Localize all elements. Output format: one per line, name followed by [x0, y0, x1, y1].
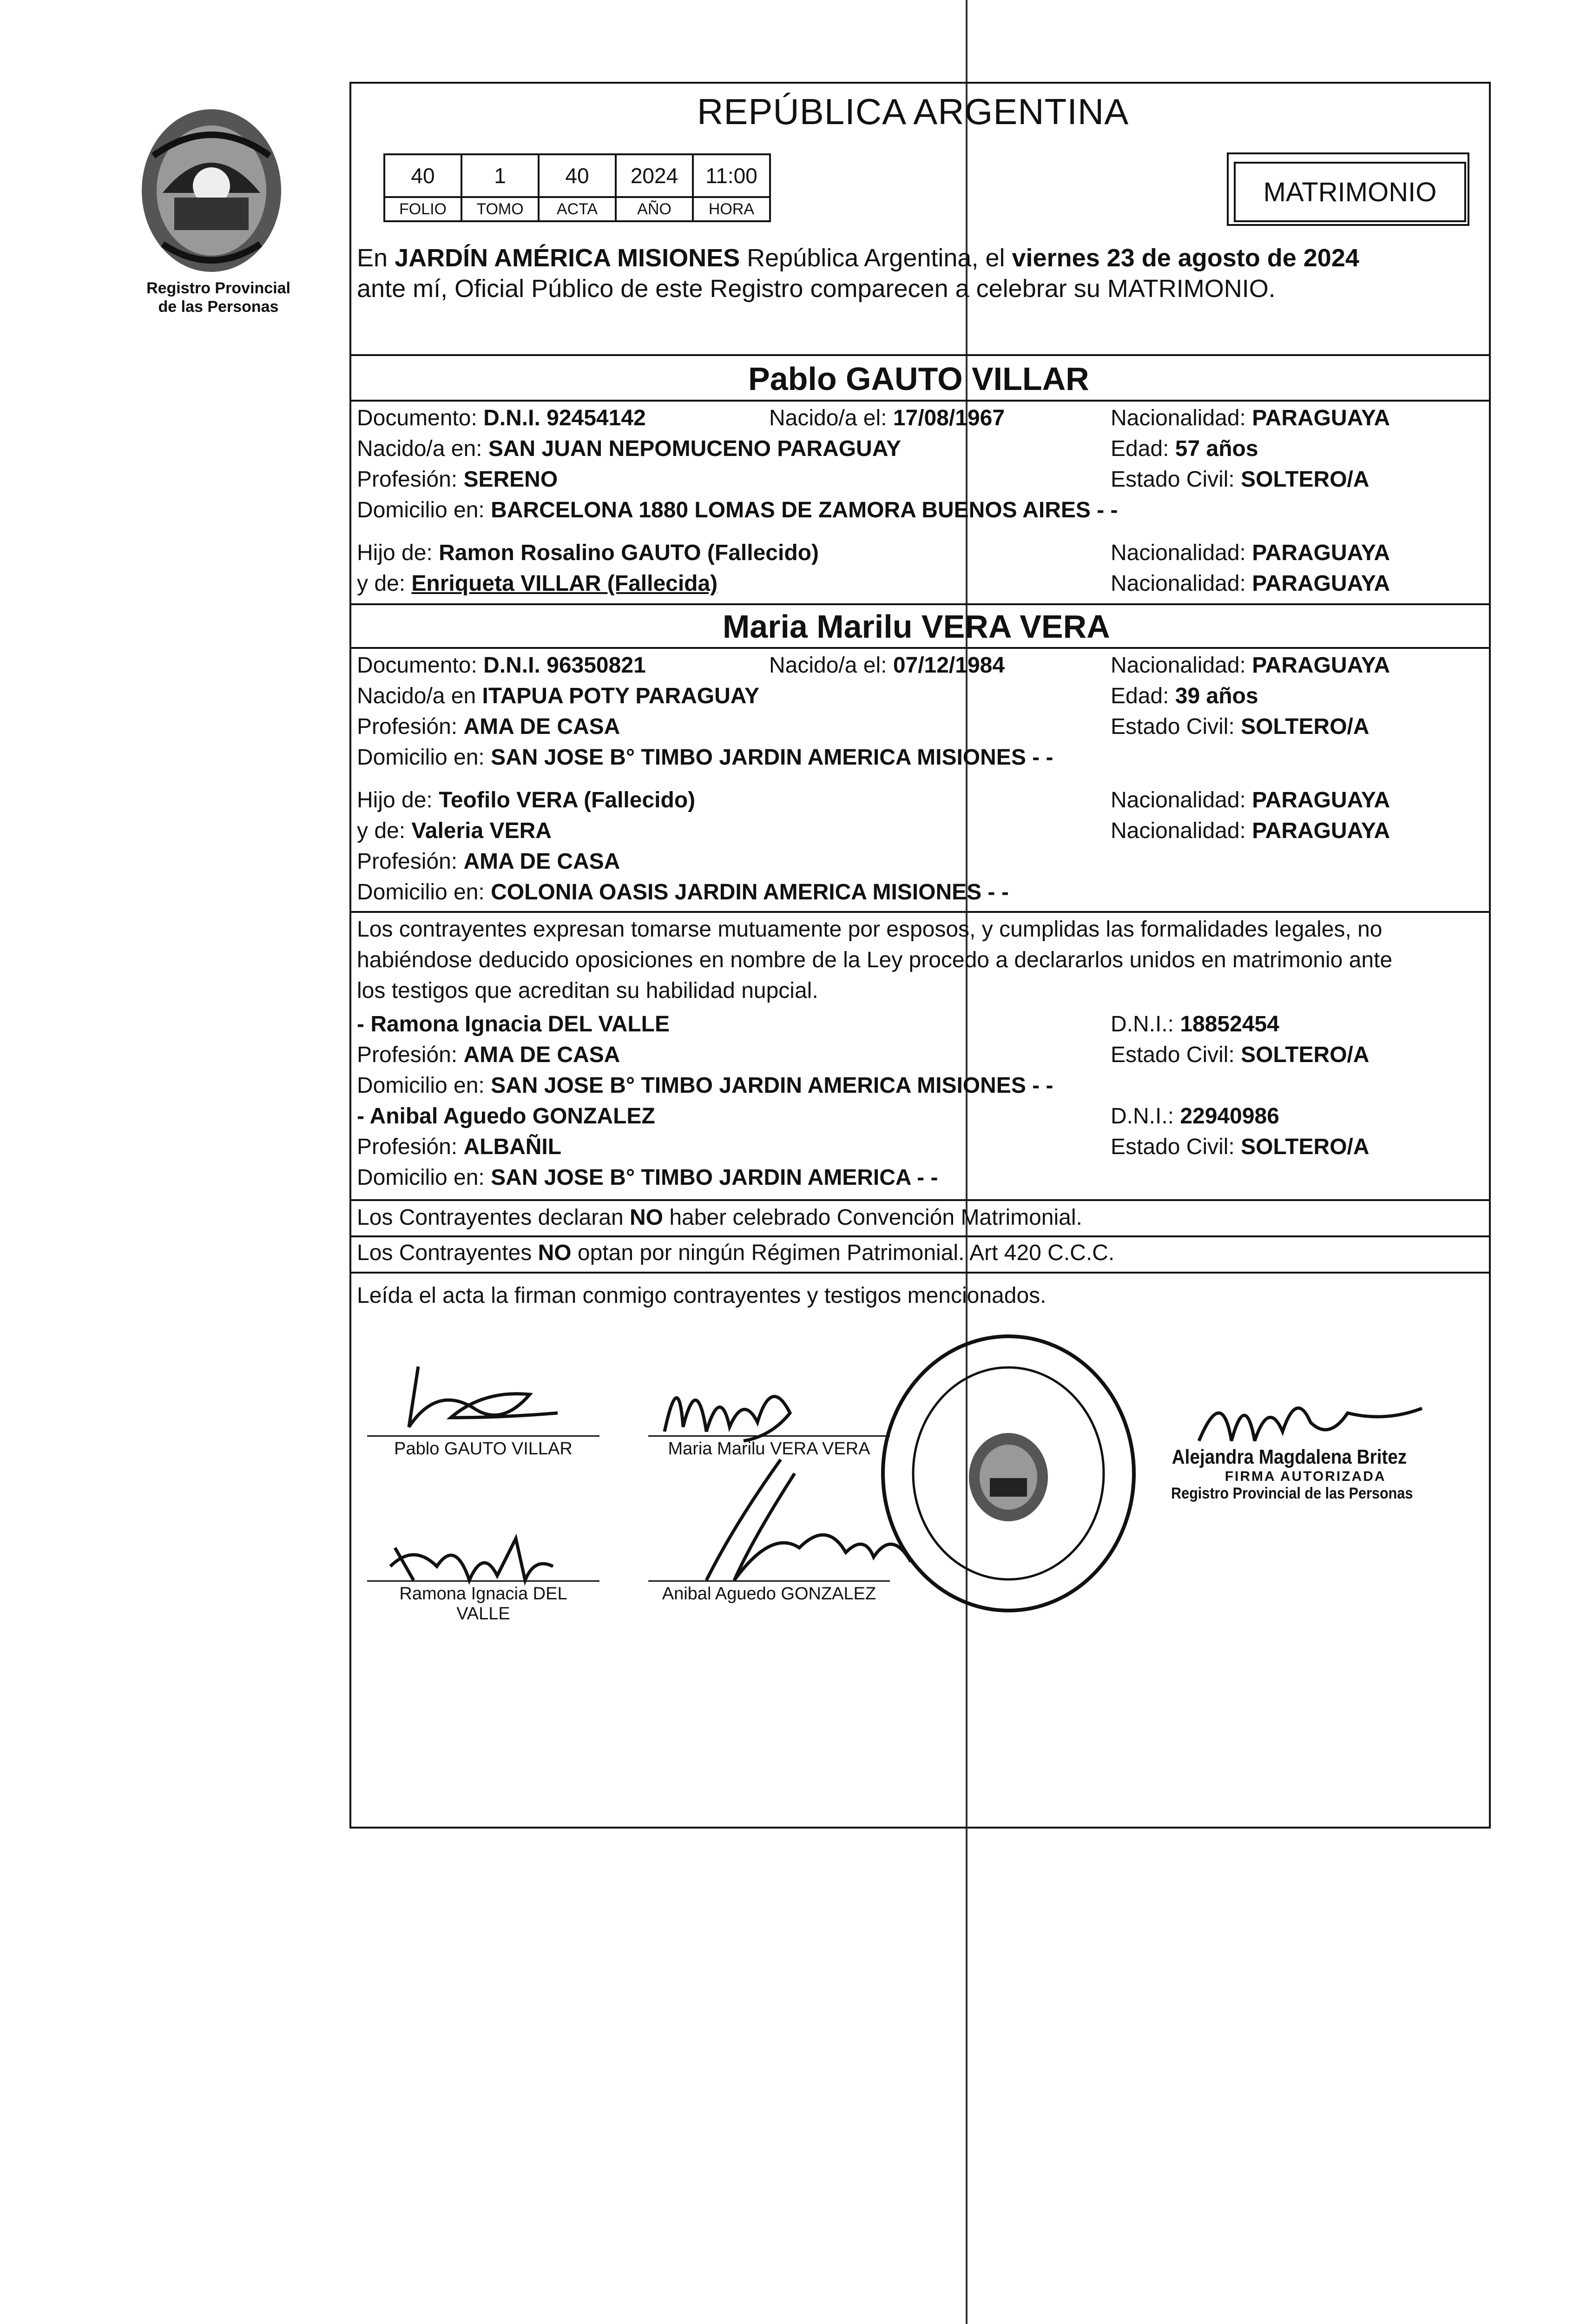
groom-dom-label: Domicilio en: [357, 498, 491, 522]
witness1-dom-label: Domicilio en: [357, 1073, 491, 1098]
divider [349, 647, 1491, 649]
bride-mother-domicile [357, 879, 1009, 905]
divider [349, 1272, 1491, 1274]
divider [349, 1199, 1491, 1201]
groom-doc-label: Documento: [357, 406, 484, 430]
bride-born-label: Nacido/a el: [769, 653, 893, 678]
witness1-name-value: - Ramona Ignacia DEL VALLE [357, 1012, 670, 1037]
officer-block [1171, 1446, 1440, 1503]
intro-place: JARDÍN AMÉRICA MISIONES [395, 244, 740, 272]
convention-no: NO [630, 1205, 664, 1230]
regime-no: NO [538, 1241, 572, 1265]
regime-pre: Los Contrayentes [357, 1241, 538, 1265]
groom-age-label: Edad: [1111, 436, 1175, 461]
witness2-signature-line [648, 1580, 890, 1582]
witness1-signature-name [367, 1584, 599, 1624]
bride-civil-label: Estado Civil: [1111, 714, 1241, 739]
witness2-dom-label: Domicilio en: [357, 1165, 491, 1190]
groom-father-nat: PARAGUAYA [1252, 541, 1390, 565]
groom-born-label: Nacido/a el: [769, 406, 893, 430]
witness2-signature-name: Anibal Aguedo GONZALEZ [662, 1584, 876, 1604]
officer-title: FIRMA AUTORIZADA [1224, 1469, 1386, 1484]
groom-mother [357, 571, 718, 596]
regime-statement [357, 1240, 1114, 1266]
logo-caption-line2: de las Personas [158, 298, 279, 316]
witness1-prof-label: Profesión: [357, 1043, 464, 1067]
witness2-civil-status [1111, 1134, 1369, 1160]
year-label: AÑO [616, 197, 693, 221]
intro-p3: ante mí, Oficial Público de este Registro comparecen a celebrar su MATRIMONIO. [357, 275, 1276, 303]
groom-born-date: 17/08/1967 [893, 406, 1005, 430]
convention-pre: Los Contrayentes declaran [357, 1205, 630, 1230]
groom-age [1111, 436, 1258, 462]
divider [349, 400, 1491, 402]
bride-father-nationality [1111, 787, 1390, 813]
year-value: 2024 [616, 154, 693, 197]
bride-mother-nat-label: Nacionalidad: [1111, 819, 1252, 843]
witness2-name-value: - Anibal Aguedo GONZALEZ [357, 1104, 655, 1129]
bride-birthplace [357, 683, 759, 709]
groom-nat-label: Nacionalidad: [1111, 406, 1252, 430]
groom-name: Pablo GAUTO VILLAR [748, 361, 1089, 397]
groom-father-name: Ramon Rosalino GAUTO (Fallecido) [439, 541, 819, 565]
witness2-prof: ALBAÑIL [463, 1135, 562, 1159]
bride-doc-label: Documento: [357, 653, 484, 678]
officer-office: Registro Provincial de las Personas [1171, 1485, 1413, 1502]
groom-mother-nationality [1111, 571, 1390, 596]
groom-father-nat-label: Nacionalidad: [1111, 541, 1252, 565]
bride-civil: SOLTERO/A [1241, 714, 1369, 739]
witness1-dni [1111, 1011, 1279, 1037]
divider [349, 603, 1491, 605]
divider [349, 911, 1491, 913]
groom-mother-nat: PARAGUAYA [1252, 571, 1390, 596]
bride-mother-nationality [1111, 818, 1390, 844]
witness2-civil-label: Estado Civil: [1111, 1135, 1241, 1159]
intro-date: viernes 23 de agosto de 2024 [1012, 244, 1359, 272]
bride-mother-prof: AMA DE CASA [463, 849, 620, 874]
witness1-prof: AMA DE CASA [463, 1043, 620, 1067]
groom-age-value: 57 años [1175, 436, 1258, 461]
witness2-name [357, 1103, 655, 1129]
witness2-prof-label: Profesión: [357, 1135, 464, 1159]
witness1-signature-name-line1: Ramona Ignacia DEL [399, 1584, 567, 1604]
bride-nationality [1111, 653, 1390, 678]
country-title: REPÚBLICA ARGENTINA [697, 91, 1129, 132]
folio-value: 40 [384, 154, 461, 197]
officer-name: Alejandra Magdalena Britez [1172, 1446, 1407, 1468]
bride-born-date: 07/12/1984 [893, 653, 1005, 678]
bride-doc: D.N.I. 96350821 [483, 653, 646, 678]
bride-nat: PARAGUAYA [1252, 653, 1390, 678]
groom-signature-name: Pablo GAUTO VILLAR [394, 1439, 573, 1459]
witness1-name [357, 1011, 670, 1037]
bride-father-nat: PARAGUAYA [1252, 788, 1390, 812]
intro-p2: República Argentina, el [740, 244, 1012, 272]
bride-mother [357, 818, 552, 844]
bride-mother-name: Valeria VERA [411, 819, 552, 843]
bride-document [357, 653, 646, 678]
groom-father [357, 540, 819, 566]
groom-birthplace [357, 436, 901, 462]
witness2-dni [1111, 1103, 1279, 1129]
official-seal [874, 1329, 1143, 1618]
witness2-dni-value: 22940986 [1180, 1104, 1279, 1129]
bride-civil-status [1111, 714, 1369, 739]
bride-name: Maria Marilu VERA VERA [723, 608, 1110, 645]
witness1-dom: SAN JOSE B° TIMBO JARDIN AMERICA MISIONES - - [491, 1073, 1053, 1098]
witness1-dni-label: D.N.I.: [1111, 1012, 1180, 1037]
bride-mother-dom: COLONIA OASIS JARDIN AMERICA MISIONES - - [491, 880, 1009, 905]
bride-father-nat-label: Nacionalidad: [1111, 788, 1252, 812]
groom-mother-nat-label: Nacionalidad: [1111, 571, 1252, 596]
groom-father-nationality [1111, 540, 1390, 566]
groom-civil-label: Estado Civil: [1111, 467, 1241, 492]
bride-dom: SAN JOSE B° TIMBO JARDIN AMERICA MISIONES - - [491, 745, 1053, 770]
groom-birthplace-value: SAN JUAN NEPOMUCENO PARAGUAY [488, 436, 901, 461]
witness1-civil: SOLTERO/A [1241, 1043, 1369, 1067]
groom-signature [381, 1357, 576, 1441]
groom-civil: SOLTERO/A [1241, 467, 1369, 492]
acta-value: 40 [539, 154, 616, 197]
bride-mother-dom-label: Domicilio en: [357, 880, 491, 905]
bride-nat-label: Nacionalidad: [1111, 653, 1252, 678]
hour-value: 11:00 [693, 154, 770, 197]
groom-prof: SERENO [463, 467, 558, 492]
convention-statement [357, 1205, 1082, 1230]
acta-label: ACTA [539, 197, 616, 221]
witness1-signature-line [367, 1580, 599, 1582]
declaration-line2: habiéndose deducido oposiciones en nombre de la Ley procedo a declararlos unidos en matrimonio ante [357, 948, 1393, 972]
bride-prof: AMA DE CASA [463, 714, 620, 739]
officer-signature [1190, 1371, 1431, 1450]
groom-document [357, 405, 646, 431]
logo-caption-line1: Registro Provincial [146, 279, 290, 297]
groom-mother-label: y de: [357, 571, 412, 596]
groom-signature-line [367, 1435, 599, 1437]
bride-birthplace-label: Nacido/a en [357, 684, 482, 708]
bride-birthplace-value: ITAPUA POTY PARAGUAY [482, 684, 760, 708]
bride-age-value: 39 años [1175, 684, 1258, 708]
declaration-line1: Los contrayentes expresan tomarse mutuamente por esposos, y cumplidas las formalidades legales, no [357, 917, 1382, 942]
regime-post: optan por ningún Régimen Patrimonial. Art 420 C.C.C. [571, 1241, 1115, 1265]
groom-prof-label: Profesión: [357, 467, 464, 492]
groom-domicile [357, 497, 1118, 523]
bride-profession [357, 714, 620, 739]
groom-father-label: Hijo de: [357, 541, 439, 565]
registry-table [383, 153, 771, 222]
bride-signature-line [648, 1435, 890, 1437]
groom-birthplace-label: Nacido/a en: [357, 436, 488, 461]
groom-mother-name: Enriqueta VILLAR (Fallecida) [411, 571, 718, 596]
bride-domicile [357, 745, 1053, 770]
bride-mother-nat: PARAGUAYA [1252, 819, 1390, 843]
groom-civil-status [1111, 467, 1369, 492]
bride-dom-label: Domicilio en: [357, 745, 491, 770]
bride-father [357, 787, 695, 813]
witness1-civil-status [1111, 1042, 1369, 1068]
bride-father-label: Hijo de: [357, 788, 439, 812]
intro-paragraph [357, 243, 1486, 304]
province-coat-of-arms-logo [135, 105, 288, 281]
groom-doc: D.N.I. 92454142 [483, 406, 646, 430]
logo-caption [130, 279, 307, 316]
witness2-dom: SAN JOSE B° TIMBO JARDIN AMERICA - - [491, 1165, 938, 1190]
witness2-domicile [357, 1165, 938, 1190]
witness1-profession [357, 1042, 620, 1068]
witness1-signature-name-line2: VALLE [456, 1604, 510, 1624]
divider [349, 354, 1491, 356]
bride-mother-label: y de: [357, 819, 412, 843]
divider [349, 1235, 1491, 1237]
bride-age-label: Edad: [1111, 684, 1175, 708]
bride-signature-name: Maria Marilu VERA VERA [668, 1439, 870, 1459]
bride-prof-label: Profesión: [357, 714, 464, 739]
groom-profession [357, 467, 558, 492]
hour-label: HORA [693, 197, 770, 221]
bride-mother-profession [357, 849, 620, 874]
bride-father-name: Teofilo VERA (Fallecido) [439, 788, 696, 812]
groom-born [769, 405, 1005, 431]
declaration-line3: los testigos que acreditan su habilidad nupcial. [357, 978, 818, 1003]
witness1-domicile [357, 1073, 1053, 1098]
bride-age [1111, 683, 1258, 709]
groom-nat: PARAGUAYA [1252, 406, 1390, 430]
witness1-civil-label: Estado Civil: [1111, 1043, 1241, 1067]
witness2-civil: SOLTERO/A [1241, 1135, 1369, 1159]
witness2-dni-label: D.N.I.: [1111, 1104, 1180, 1129]
act-type-box: MATRIMONIO [1234, 162, 1466, 222]
witness1-dni-value: 18852454 [1180, 1012, 1279, 1037]
witness2-profession [357, 1134, 561, 1160]
folio-label: FOLIO [384, 197, 461, 221]
tomo-value: 1 [461, 154, 539, 197]
groom-dom: BARCELONA 1880 LOMAS DE ZAMORA BUENOS AIRES - - [491, 498, 1118, 522]
tomo-label: TOMO [461, 197, 539, 221]
closing-statement: Leída el acta la firman conmigo contrayentes y testigos mencionados. [357, 1283, 1047, 1308]
bride-mother-prof-label: Profesión: [357, 849, 464, 874]
intro-p1: En [357, 244, 395, 272]
bride-born [769, 653, 1005, 678]
convention-post: haber celebrado Convención Matrimonial. [663, 1205, 1082, 1230]
groom-nationality [1111, 405, 1390, 431]
